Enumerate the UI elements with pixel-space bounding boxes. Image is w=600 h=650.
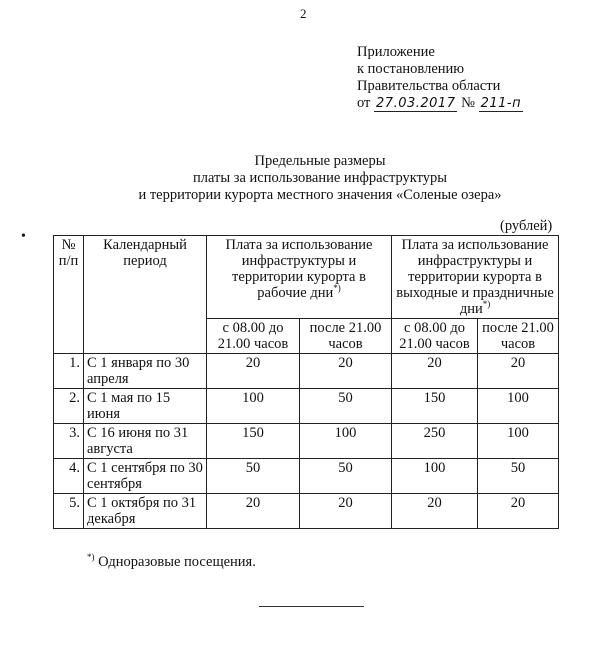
row-period: С 16 июня по 31 августа bbox=[84, 424, 207, 459]
row-num: 4. bbox=[54, 459, 84, 494]
cell-weekday-day: 50 bbox=[207, 459, 300, 494]
document-title bbox=[100, 153, 540, 204]
row-num: 1. bbox=[54, 354, 84, 389]
header-we-after: после 21.00 часов bbox=[478, 319, 559, 354]
cell-weekday-night: 100 bbox=[300, 424, 392, 459]
cell-weekend-night: 100 bbox=[478, 424, 559, 459]
cell-weekday-night: 50 bbox=[300, 389, 392, 424]
header-weekdays-mark: *) bbox=[333, 283, 341, 294]
cell-weekend-day: 20 bbox=[392, 354, 478, 389]
header-weekends-mark: *) bbox=[482, 299, 491, 310]
table-row bbox=[54, 494, 559, 529]
page-number: 2 bbox=[300, 6, 307, 21]
table-row bbox=[54, 459, 559, 494]
header-row-1 bbox=[54, 236, 559, 319]
cell-weekend-day: 100 bbox=[392, 459, 478, 494]
header-weekdays-text: Плата за использование инфраструктуры и территории курорта в рабочие дни bbox=[225, 237, 373, 301]
footnote-text: Одноразовые посещения. bbox=[94, 554, 256, 570]
header-we-before: с 08.00 до 21.00 часов bbox=[392, 319, 478, 354]
row-period: С 1 сентября по 30 сентября bbox=[84, 459, 207, 494]
title-line-2: платы за использование инфраструктуры bbox=[192, 170, 448, 186]
fees-table bbox=[53, 235, 559, 529]
cell-weekend-day: 20 bbox=[392, 494, 478, 529]
cell-weekday-night: 50 bbox=[300, 459, 392, 494]
cell-weekend-day: 150 bbox=[392, 389, 478, 424]
cell-weekday-day: 20 bbox=[207, 354, 300, 389]
cell-weekday-night: 20 bbox=[300, 354, 392, 389]
header-weekdays bbox=[207, 236, 392, 319]
handwritten-date: 27.03.2017 bbox=[376, 96, 456, 111]
row-period: С 1 января по 30 апреля bbox=[84, 354, 207, 389]
footnote bbox=[87, 554, 256, 571]
row-period: С 1 мая по 15 июня bbox=[84, 389, 207, 424]
cell-weekend-night: 100 bbox=[478, 389, 559, 424]
header-weekends-text: Плата за использование инфраструктуры и территории курорта в выходные и праздничные дни bbox=[396, 237, 554, 317]
cell-weekend-night: 20 bbox=[478, 354, 559, 389]
date-prefix: от bbox=[357, 95, 371, 111]
cell-weekday-day: 20 bbox=[207, 494, 300, 529]
appendix-block bbox=[357, 44, 523, 112]
row-num: 5. bbox=[54, 494, 84, 529]
cell-weekend-night: 20 bbox=[478, 494, 559, 529]
footnote-mark: *) bbox=[87, 552, 95, 563]
closing-rule bbox=[259, 606, 364, 607]
row-period: С 1 октября по 31 декабря bbox=[84, 494, 207, 529]
appendix-date-line bbox=[357, 95, 523, 112]
header-weekends bbox=[392, 236, 559, 319]
table-row bbox=[54, 389, 559, 424]
appendix-line-3: Правительства области bbox=[357, 78, 501, 94]
stray-mark: • bbox=[21, 229, 26, 244]
header-period: Календарный период bbox=[84, 236, 207, 354]
handwritten-number: 211-п bbox=[480, 96, 522, 111]
header-wd-before: с 08.00 до 21.00 часов bbox=[207, 319, 300, 354]
table-row bbox=[54, 424, 559, 459]
number-prefix: № bbox=[461, 95, 475, 111]
appendix-line-1: Приложение bbox=[357, 44, 435, 60]
row-num: 3. bbox=[54, 424, 84, 459]
appendix-line-2: к постановлению bbox=[357, 61, 465, 77]
cell-weekend-night: 50 bbox=[478, 459, 559, 494]
header-num: № п/п bbox=[54, 236, 84, 354]
cell-weekend-day: 250 bbox=[392, 424, 478, 459]
title-line-3: и территории курорта местного значения «Соленые озера» bbox=[138, 187, 502, 203]
title-line-1: Предельные размеры bbox=[254, 153, 386, 169]
table-row bbox=[54, 354, 559, 389]
currency-note: (рублей) bbox=[500, 218, 553, 234]
cell-weekday-day: 150 bbox=[207, 424, 300, 459]
cell-weekday-night: 20 bbox=[300, 494, 392, 529]
cell-weekday-day: 100 bbox=[207, 389, 300, 424]
header-wd-after: после 21.00 часов bbox=[300, 319, 392, 354]
row-num: 2. bbox=[54, 389, 84, 424]
